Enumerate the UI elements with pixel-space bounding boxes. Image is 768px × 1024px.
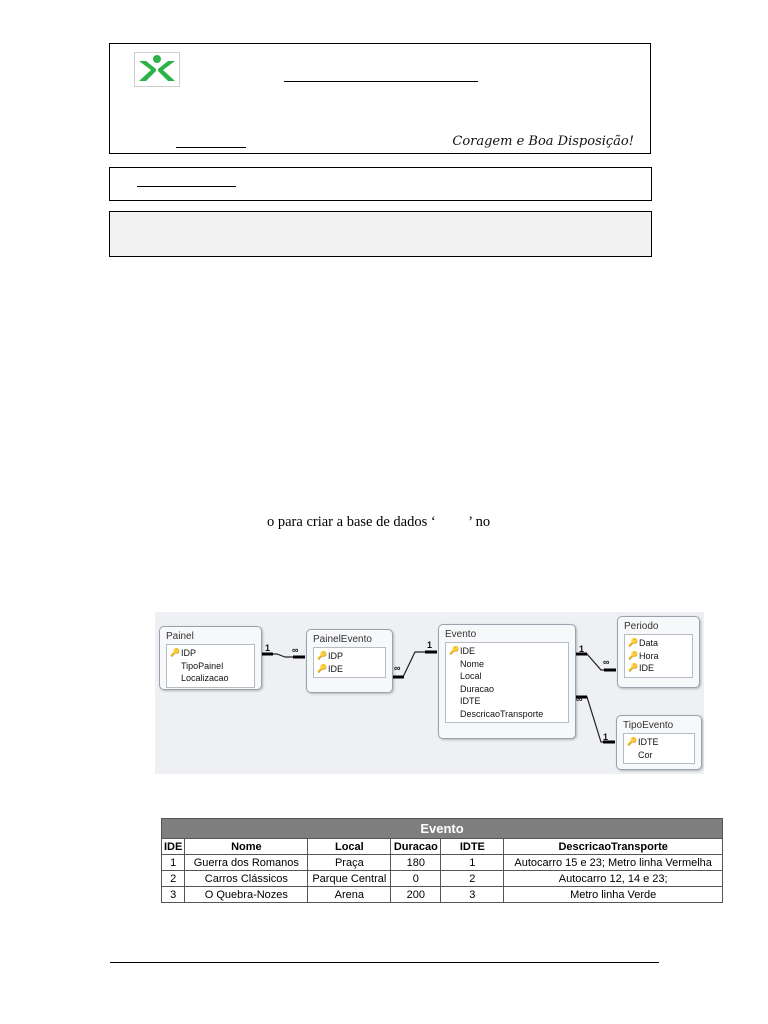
table-title: Painel <box>166 631 194 642</box>
table-row <box>162 855 723 871</box>
table-row <box>162 887 723 903</box>
column-header: IDTE <box>441 839 504 855</box>
field-name: TipoPainel <box>181 660 224 671</box>
table-cell: 3 <box>162 887 185 903</box>
field-row <box>167 647 254 660</box>
rel-label-many: ∞ <box>576 694 583 704</box>
motto: Coragem e Boa Disposição! <box>452 134 634 149</box>
diagram-table-painel[interactable] <box>159 626 262 690</box>
field-name: IDP <box>328 651 344 661</box>
diagram-table-painelevento[interactable] <box>306 629 393 693</box>
table-header-row <box>162 839 723 855</box>
field-row <box>625 662 692 675</box>
field-row <box>625 650 692 663</box>
field-row <box>446 658 568 671</box>
key-icon: 🔑 <box>449 646 459 655</box>
evento-data-table <box>161 818 723 903</box>
field-row <box>624 736 694 749</box>
table-title: TipoEvento <box>623 720 674 731</box>
name-underline <box>176 147 246 148</box>
field-row <box>446 695 568 708</box>
field-row <box>446 683 568 696</box>
table-caption: Evento <box>162 819 723 839</box>
rel-label-many: ∞ <box>603 657 610 667</box>
column-header: Nome <box>185 839 308 855</box>
table-cell: 2 <box>441 871 504 887</box>
table-cell: 2 <box>162 871 185 887</box>
column-header: Duracao <box>391 839 441 855</box>
column-header: DescricaoTransporte <box>504 839 723 855</box>
field-name: IDTE <box>638 737 659 747</box>
table-cell: 3 <box>441 887 504 903</box>
table-cell: Autocarro 12, 14 e 23; <box>504 871 723 887</box>
field-row <box>624 749 694 762</box>
field-name: Cor <box>638 749 653 760</box>
key-icon: 🔑 <box>170 648 180 657</box>
logo-icon <box>135 53 179 86</box>
table-cell: 1 <box>441 855 504 871</box>
subject-box <box>109 211 652 257</box>
diagram-table-periodo[interactable] <box>617 616 700 688</box>
field-name: Local <box>460 671 482 681</box>
column-header: Local <box>308 839 391 855</box>
field-name: Nome <box>460 658 485 669</box>
field-row <box>625 637 692 650</box>
field-row <box>446 670 568 683</box>
field-row <box>167 672 254 685</box>
key-icon: 🔑 <box>627 737 637 746</box>
field-name: Localizacao <box>181 673 229 683</box>
rel-label-one: 1 <box>427 640 433 650</box>
instruction-text: o para criar a base de dados ‘ ’ no <box>267 514 491 530</box>
field-list <box>166 644 255 688</box>
field-row <box>314 663 385 676</box>
field-name: IDE <box>328 663 344 674</box>
field-row <box>446 708 568 721</box>
table-cell: Parque Central <box>308 871 391 887</box>
field-row <box>167 660 254 673</box>
rel-label-many: ∞ <box>292 645 299 655</box>
table-cell: 1 <box>162 855 185 871</box>
table-title: Periodo <box>624 621 659 632</box>
field-list <box>623 733 695 764</box>
table-cell: 200 <box>391 887 441 903</box>
table-cell: 0 <box>391 871 441 887</box>
field-name: IDTE <box>460 696 481 706</box>
key-icon: 🔑 <box>628 663 638 672</box>
table-title: PainelEvento <box>313 634 372 645</box>
table-cell: O Quebra-Nozes <box>185 887 308 903</box>
table-cell: Praça <box>308 855 391 871</box>
rel-label-one: 1 <box>603 732 609 742</box>
key-icon: 🔑 <box>628 638 638 647</box>
field-name: DescricaoTransporte <box>460 708 544 719</box>
field-name: IDE <box>639 663 655 673</box>
date-box <box>109 167 652 201</box>
footer-divider <box>110 962 659 963</box>
table-cell: 180 <box>391 855 441 871</box>
column-header: IDE <box>162 839 185 855</box>
table-title: Evento <box>445 629 477 640</box>
field-list <box>624 634 693 678</box>
table-cell: Metro linha Verde <box>504 887 723 903</box>
field-list <box>445 642 569 723</box>
rel-label-one: 1 <box>265 643 271 653</box>
field-row <box>314 650 385 663</box>
field-name: Hora <box>639 650 659 661</box>
field-name: IDP <box>181 648 197 658</box>
table-cell: Carros Clássicos <box>185 871 308 887</box>
table-row <box>162 871 723 887</box>
rel-label-many: ∞ <box>394 663 401 673</box>
diagram-table-evento[interactable] <box>438 624 576 739</box>
relationship-diagram <box>155 612 704 774</box>
diagram-table-tipoevento[interactable] <box>616 715 702 770</box>
table-cell: Autocarro 15 e 23; Metro linha Vermelha <box>504 855 723 871</box>
field-list <box>313 647 386 678</box>
field-row <box>446 645 568 658</box>
rel-label-one: 1 <box>579 644 585 654</box>
table-cell: Guerra dos Romanos <box>185 855 308 871</box>
date-underline <box>137 186 236 187</box>
table-cell: Arena <box>308 887 391 903</box>
key-icon: 🔑 <box>317 663 327 673</box>
field-name: IDE <box>460 646 476 656</box>
rel-evento-periodo <box>575 654 616 670</box>
document-header <box>109 43 651 154</box>
key-icon: 🔑 <box>628 650 638 660</box>
key-icon: 🔑 <box>317 651 327 660</box>
school-logo <box>134 52 180 87</box>
title-underline <box>284 81 478 82</box>
field-name: Duracao <box>460 683 495 694</box>
field-name: Data <box>639 638 659 648</box>
